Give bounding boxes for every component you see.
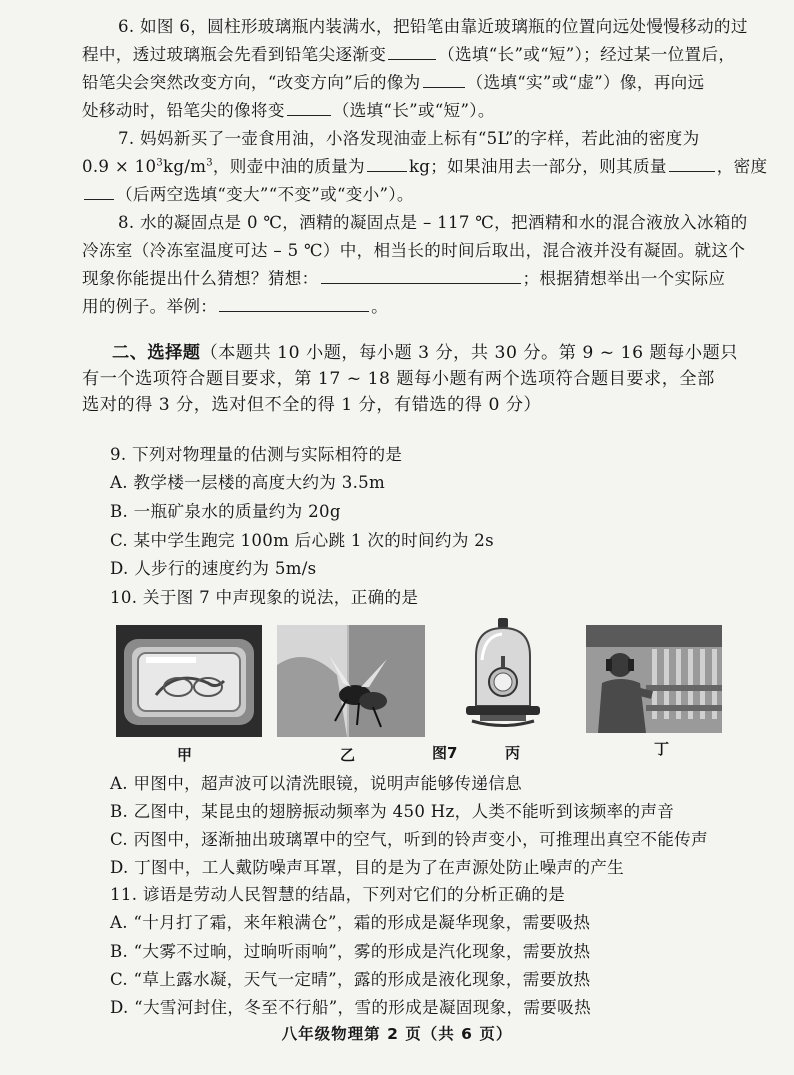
q8-line3: 现象你能提出什么猜想？猜想： ；根据猜想举出一个实际应 (82, 269, 726, 288)
figure7-jia-ultrasonic-cleaner (116, 625, 262, 737)
q9-option-c[interactable]: C. 某中学生跑完 100m 后心跳 1 次的时间约为 2s (110, 531, 494, 550)
q7-blank-2[interactable] (669, 155, 715, 172)
q7-line1: 7. 妈妈新买了一壶食用油，小洛发现油壶上标有“5L”的字样，若此油的密度为 (118, 129, 700, 148)
q10-option-d[interactable]: D. 丁图中，工人戴防噪声耳罩，目的是为了在声源处防止噪声的产生 (110, 858, 625, 877)
q11-stem: 11. 谚语是劳动人民智慧的结晶，下列对它们的分析正确的是 (110, 885, 566, 904)
q11-option-c[interactable]: C. “草上露水凝，天气一定晴”，露的形成是液化现象，需要放热 (110, 970, 591, 989)
figure7-caption: 图7 (432, 744, 458, 762)
figure7-yi-insect (277, 625, 425, 737)
q7-blank-3[interactable] (84, 183, 114, 200)
section2-line3: 选对的得 3 分，选对但不全的得 1 分，有错选的得 0 分） (82, 395, 542, 415)
figure7-caption-ding: 丁 (654, 740, 670, 758)
q6-blank-2[interactable] (423, 71, 465, 88)
q10-option-b[interactable]: B. 乙图中，某昆虫的翅膀振动频率为 450 Hz，人类不能听到该频率的声音 (110, 802, 675, 821)
q6-line4: 处移动时，铅笔尖的像将变 （选填“长”或“短”）。 (82, 101, 495, 120)
q9-stem: 9. 下列对物理量的估测与实际相符的是 (110, 445, 403, 464)
q7-blank-1[interactable] (367, 155, 407, 172)
q10-option-a[interactable]: A. 甲图中，超声波可以清洗眼镜，说明声能够传递信息 (110, 774, 522, 793)
q8-blank-example[interactable] (219, 295, 369, 312)
q8-line4: 用的例子。举例： 。 (82, 297, 389, 316)
q6-line3: 铅笔尖会突然改变方向，“改变方向”后的像为 （选填“实”或“虚”）像，再向远 (82, 73, 705, 92)
q8-line1: 8. 水的凝固点是 0 ℃，酒精的凝固点是 – 117 ℃，把酒精和水的混合液放入冰箱的 (118, 213, 748, 232)
q6-line2: 程中，透过玻璃瓶会先看到铅笔尖逐渐变 （选填“长”或“短”）；经过某一位置后， (82, 45, 736, 64)
section2-line2: 有一个选项符合题目要求，第 17 ~ 18 题每小题有两个选项符合题目要求，全部 (82, 369, 715, 389)
q8-blank-guess[interactable] (321, 267, 521, 284)
q10-stem: 10. 关于图 7 中声现象的说法，正确的是 (110, 588, 419, 607)
figure7-ding-factory-worker (586, 625, 722, 733)
q6-line1: 6. 如图 6，圆柱形玻璃瓶内装满水，把铅笔由靠近玻璃瓶的位置向远处慢慢移动的过 (118, 17, 748, 36)
figure7-caption-bing: 丙 (505, 744, 521, 762)
q11-option-d[interactable]: D. “大雪河封住，冬至不行船”，雪的形成是凝固现象，需要吸热 (110, 998, 591, 1017)
figure7-caption-yi: 乙 (340, 746, 356, 764)
q11-option-a[interactable]: A. “十月打了霜，来年粮满仓”，霜的形成是凝华现象，需要吸热 (110, 913, 591, 932)
section2-line1: 二、选择题（本题共 10 小题，每小题 3 分，共 30 分。第 9 ~ 16 题每小题只 (112, 343, 738, 363)
q6-blank-1[interactable] (388, 43, 436, 60)
q7-line3: （后两空选填“变大”“不变”或“变小”）。 (82, 182, 414, 208)
page-footer: 八年级物理第 2 页（共 6 页） (281, 1025, 513, 1043)
figure7-bing-bell-jar (462, 616, 544, 732)
q11-option-b[interactable]: B. “大雾不过晌，过晌听雨响”，雾的形成是汽化现象，需要放热 (110, 942, 591, 961)
q9-option-a[interactable]: A. 教学楼一层楼的高度大约为 3.5m (110, 473, 386, 492)
q6-blank-3[interactable] (287, 99, 331, 116)
q9-option-b[interactable]: B. 一瓶矿泉水的质量约为 20g (110, 502, 341, 521)
figure7-caption-jia: 甲 (177, 746, 193, 764)
q10-option-c[interactable]: C. 丙图中，逐渐抽出玻璃罩中的空气，听到的铃声变小，可推理出真空不能传声 (110, 830, 708, 849)
section2-title: 二、选择题 (112, 343, 201, 363)
q8-line2: 冷冻室（冷冻室温度可达 – 5 ℃）中，相当长的时间后取出，混合液并没有凝固。就这个 (82, 241, 746, 260)
q7-line2: $0.9 \times 10^3kg/m^3$，则壶中油的质量为 kg；如果油用去一部分，则其质量 ，密度 (82, 157, 768, 176)
q9-option-d[interactable]: D. 人步行的速度约为 5m/s (110, 559, 317, 578)
